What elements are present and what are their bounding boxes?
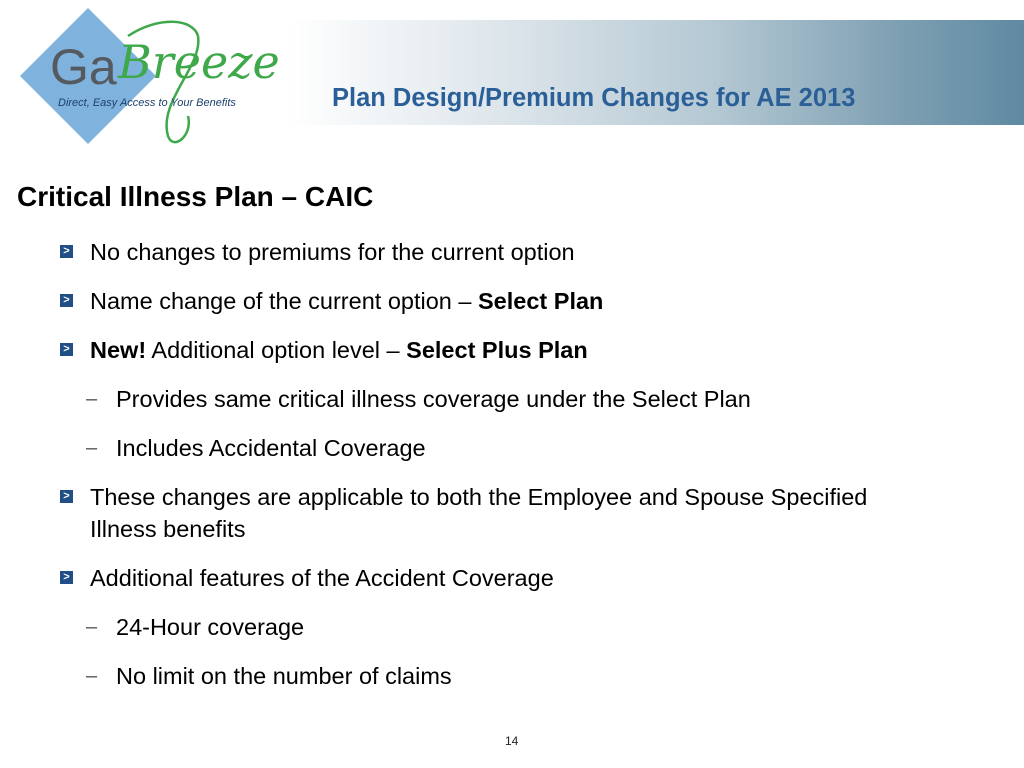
bullet-text: Name change of the current option – bbox=[90, 288, 478, 314]
logo-ga-text: Ga bbox=[50, 39, 117, 95]
bullet-text: No changes to premiums for the current option bbox=[90, 239, 575, 265]
bullet-text: Additional option level – bbox=[146, 337, 407, 363]
bullet-text: These changes are applicable to both the Employee and Spouse Specified Illness benefits bbox=[90, 484, 868, 542]
sub-bullet-item bbox=[86, 383, 751, 415]
page-title: Plan Design/Premium Changes for AE 2013 bbox=[332, 84, 856, 112]
bullet-item bbox=[63, 481, 920, 545]
sub-bullet-item bbox=[86, 611, 305, 643]
dash-marker-icon: – bbox=[86, 665, 98, 687]
sub-bullet-text: 24-Hour coverage bbox=[116, 614, 305, 640]
bullet-bold-prefix: New! bbox=[90, 337, 147, 363]
bullet-marker-icon: > bbox=[60, 571, 73, 584]
bullet-text: Additional features of the Accident Coverage bbox=[90, 565, 554, 591]
bullet-marker-icon: > bbox=[60, 343, 73, 356]
bullet-marker-icon: > bbox=[60, 490, 73, 503]
sub-bullet-text: No limit on the number of claims bbox=[116, 663, 452, 689]
dash-marker-icon: – bbox=[86, 388, 98, 410]
bullet-bold-text: Select Plus Plan bbox=[406, 337, 588, 363]
section-title: Critical Illness Plan – CAIC bbox=[17, 181, 374, 212]
bullet-item bbox=[63, 334, 588, 366]
bullet-item bbox=[63, 562, 554, 594]
logo-breeze-text: Breeze bbox=[118, 35, 280, 89]
logo-tagline: Direct, Easy Access to Your Benefits bbox=[58, 97, 236, 109]
dash-marker-icon: – bbox=[86, 616, 98, 638]
page-number: 14 bbox=[505, 734, 519, 748]
sub-bullet-item bbox=[86, 432, 426, 464]
sub-bullet-item bbox=[86, 660, 452, 692]
bullet-item bbox=[63, 236, 575, 268]
bullet-marker-icon: > bbox=[60, 294, 73, 307]
bullet-marker-icon: > bbox=[60, 245, 73, 258]
bullet-bold-text: Select Plan bbox=[478, 288, 604, 314]
sub-bullet-text: Includes Accidental Coverage bbox=[116, 435, 426, 461]
bullet-item bbox=[63, 285, 604, 317]
dash-marker-icon: – bbox=[86, 437, 98, 459]
sub-bullet-text: Provides same critical illness coverage under the Select Plan bbox=[116, 386, 751, 412]
